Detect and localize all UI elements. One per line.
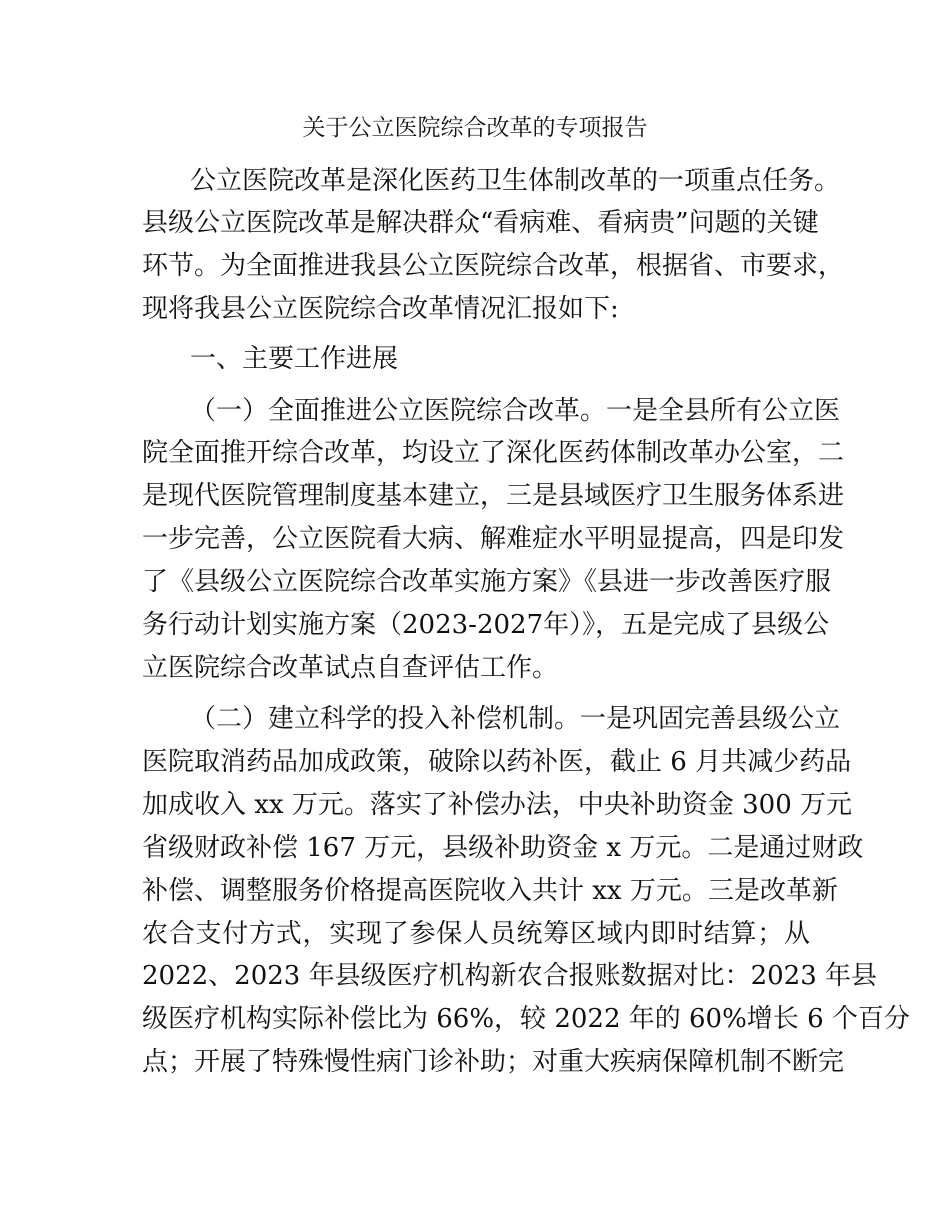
paragraph-line: 省级财政补偿 167 万元，县级补助资金 x 万元。二是通过财政	[142, 833, 864, 863]
paragraph-line: 环节。为全面推进我县公立医院综合改革，根据省、市要求，	[142, 251, 845, 281]
document-title: 关于公立医院综合改革的专项报告	[302, 115, 648, 141]
paragraph-line: 加成收入 xx 万元。落实了补偿办法，中央补助资金 300 万元	[142, 790, 853, 820]
paragraph-line: （一）全面推进公立医院综合改革。一是全县所有公立医	[190, 396, 841, 426]
paragraph-line: 级医疗机构实际补偿比为 66%，较 2022 年的 60%增长 6 个百分	[142, 1004, 910, 1034]
paragraph-line: 现将我县公立医院综合改革情况汇报如下:	[142, 294, 619, 324]
paragraph-line: 院全面推开综合改革，均设立了深化医药体制改革办公室，二	[142, 438, 845, 468]
paragraph-line: 补偿、调整服务价格提高医院收入共计 xx 万元。三是改革新	[142, 876, 838, 906]
paragraph-line: 点；开展了特殊慢性病门诊补助；对重大疾病保障机制不断完	[142, 1047, 845, 1077]
paragraph-line: 立医院综合改革试点自查评估工作。	[142, 653, 559, 683]
section-heading: 一、主要工作进展	[190, 344, 399, 374]
paragraph-line: 医院取消药品加成政策，破除以药补医，截止 6 月共减少药品	[142, 747, 852, 777]
paragraph-line: 农合支付方式，实现了参保人员统筹区域内即时结算；从	[142, 919, 810, 949]
paragraph-line: 公立医院改革是深化医药卫生体制改革的一项重点任务。	[190, 166, 841, 196]
paragraph-line: 是现代医院管理制度基本建立，三是县域医疗卫生服务体系进	[142, 481, 845, 511]
paragraph-line: 务行动计划实施方案（2023-2027年）》，五是完成了县级公	[142, 610, 830, 640]
paragraph-line: 县级公立医院改革是解决群众“看病难、看病贵”问题的关键	[142, 208, 819, 238]
paragraph-line: （二）建立科学的投入补偿机制。一是巩固完善县级公立	[190, 704, 841, 734]
paragraph-line: 2022、2023 年县级医疗机构新农合报账数据对比：2023 年县	[142, 961, 878, 991]
paragraph-line: 了《县级公立医院综合改革实施方案》《县进一步改善医疗服	[142, 567, 832, 597]
paragraph-line: 一步完善，公立医院看大病、解难症水平明显提高，四是印发	[142, 524, 845, 554]
